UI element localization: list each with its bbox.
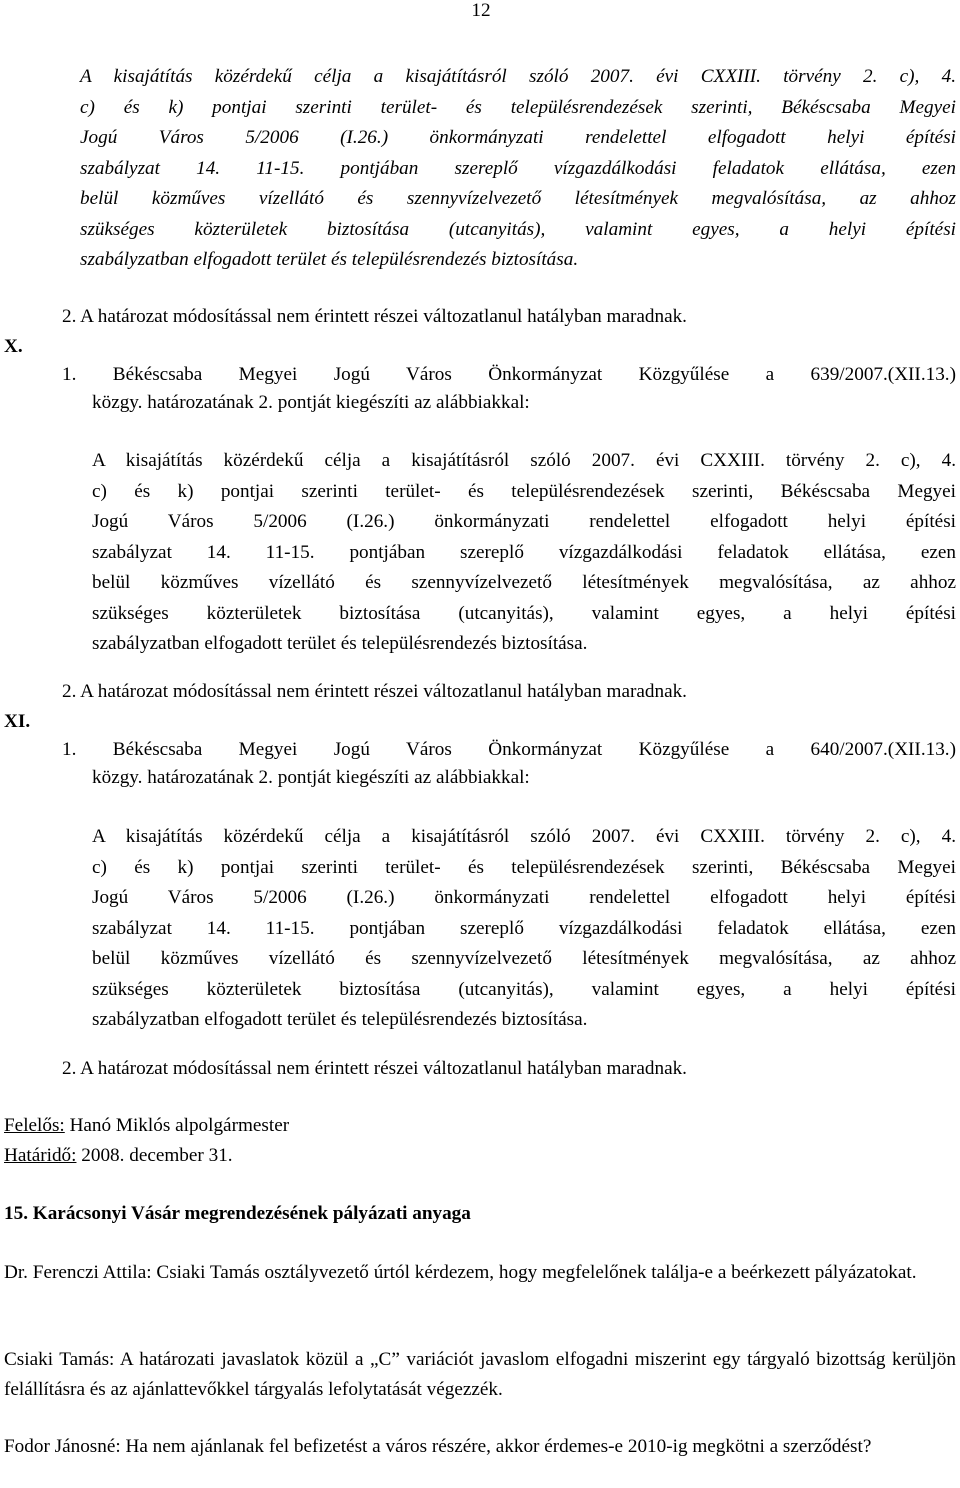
text-line: szükséges közterületek biztosítása (utcanyitás), valamint egyes, a helyi építési <box>80 218 956 240</box>
text-line: c) és k) pontjai szerinti terület- és településrendezések szerinti, Békéscsaba Megyei <box>92 480 956 502</box>
paragraph-1: Dr. Ferenczi Attila: Csiaki Tamás osztályvezető úrtól kérdezem, hogy megfelelőnek találja-e a beérkezett pályázatokat. <box>4 1262 917 1283</box>
text-line: szabályzat 14. 11-15. pontjában szereplő vízgazdálkodási feladatok ellátása, ezen <box>92 917 956 939</box>
text-line: Jogú Város 5/2006 (I.26.) önkormányzati rendelettel elfogadott helyi építési <box>80 127 956 148</box>
section-xi-label: XI. <box>4 711 31 732</box>
text-line: szabályzatban elfogadott terület és településrendezés biztosítása. <box>92 633 588 654</box>
text-line: szükséges közterületek biztosítása (utcanyitás), valamint egyes, a helyi építési <box>92 602 956 624</box>
text-line: A kisajátítás közérdekű célja a kisajátításról szóló 2007. évi CXXIII. törvény 2. c), 4. <box>92 826 956 847</box>
section-xi-point-1 <box>62 735 956 765</box>
section-x-text <box>92 446 956 660</box>
responsible-value: Hanó Miklós alpolgármester <box>64 1115 290 1136</box>
text-line: A kisajátítás közérdekű célja a kisajátításról szóló 2007. évi CXXIII. törvény 2. c), 4. <box>92 450 956 471</box>
text-line: szükséges közterületek biztosítása (utcanyitás), valamint egyes, a helyi építési <box>92 978 956 1000</box>
point-2: 2. A határozat módosítással nem érintett részei változatlanul hatályban maradnak. <box>62 306 687 327</box>
text-line: 1. Békéscsaba Megyei Jogú Város Önkormányzat Közgyűlése a 640/2007.(XII.13.) <box>62 739 956 760</box>
text-line: belül közműves vízellátó és szennyvízelvezető létesítmények megvalósítása, az ahhoz <box>92 948 956 969</box>
section-x-point-1-cont: közgy. határozatának 2. pontját kiegészíti az alábbiakkal: <box>92 392 530 413</box>
page-number: 12 <box>471 0 491 21</box>
text-line: szabályzat 14. 11-15. pontjában szereplő vízgazdálkodási feladatok ellátása, ezen <box>80 157 956 179</box>
section-xi-point-2: 2. A határozat módosítással nem érintett részei változatlanul hatályban maradnak. <box>62 1058 687 1079</box>
paragraph-2: Csiaki Tamás: A határozati javaslatok közül a „C” variációt javaslom elfogadni miszerint egy tárgyaló bizottság kerüljön felállításra és az ajánlattevőkkel tárgyalás lefolytatását végezzék. <box>4 1349 956 1400</box>
section-x-point-2: 2. A határozat módosítással nem érintett részei változatlanul hatályban maradnak. <box>62 681 687 702</box>
agenda-heading: 15. Karácsonyi Vásár megrendezésének pályázati anyaga <box>4 1203 471 1224</box>
deadline-value: 2008. december 31. <box>76 1145 233 1166</box>
quoted-paragraph-1 <box>80 62 956 276</box>
text-line: A kisajátítás közérdekű célja a kisajátításról szóló 2007. évi CXXIII. törvény 2. c), 4. <box>80 66 956 87</box>
deadline-line <box>4 1141 233 1171</box>
responsible-label: Felelős: <box>4 1115 65 1136</box>
deadline-label: Határidő: <box>4 1145 77 1166</box>
responsible-line <box>4 1111 289 1141</box>
text-line: c) és k) pontjai szerinti terület- és településrendezések szerinti, Békéscsaba Megyei <box>92 856 956 878</box>
text-line: szabályzatban elfogadott terület és településrendezés biztosítása. <box>80 249 579 270</box>
section-x-label: X. <box>4 336 23 357</box>
text-line: Jogú Város 5/2006 (I.26.) önkormányzati rendelettel elfogadott helyi építési <box>92 511 956 532</box>
text-line: belül közműves vízellátó és szennyvízelvezető létesítmények megvalósítása, az ahhoz <box>80 188 956 209</box>
text-line: 1. Békéscsaba Megyei Jogú Város Önkormányzat Közgyűlése a 639/2007.(XII.13.) <box>62 364 956 385</box>
text-line: szabályzat 14. 11-15. pontjában szereplő vízgazdálkodási feladatok ellátása, ezen <box>92 541 956 563</box>
text-line: szabályzatban elfogadott terület és településrendezés biztosítása. <box>92 1009 588 1030</box>
section-x-point-1 <box>62 360 956 390</box>
text-line: Jogú Város 5/2006 (I.26.) önkormányzati rendelettel elfogadott helyi építési <box>92 887 956 908</box>
text-line: c) és k) pontjai szerinti terület- és településrendezések szerinti, Békéscsaba Megyei <box>80 96 956 118</box>
paragraph-3: Fodor Jánosné: Ha nem ajánlanak fel befizetést a város részére, akkor érdemes-e 2010-ig megkötni a szerződést? <box>4 1436 872 1457</box>
section-xi-point-1-cont: közgy. határozatának 2. pontját kiegészíti az alábbiakkal: <box>92 767 530 788</box>
section-xi-text <box>92 822 956 1036</box>
text-line: belül közműves vízellátó és szennyvízelvezető létesítmények megvalósítása, az ahhoz <box>92 572 956 593</box>
